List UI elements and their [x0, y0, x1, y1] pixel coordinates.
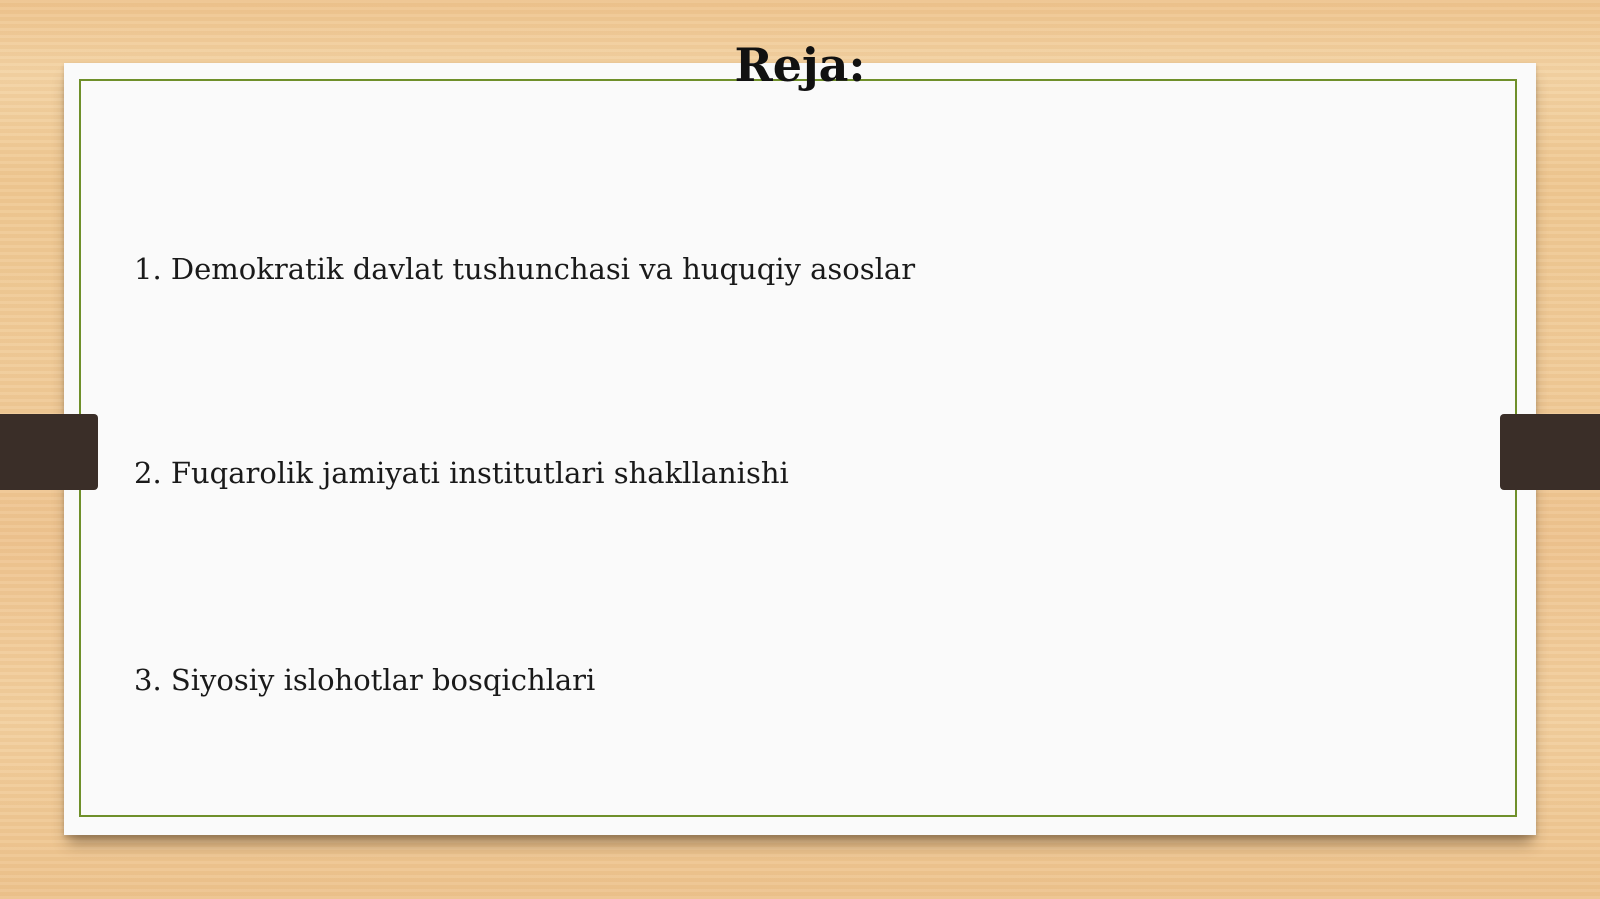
slide-frame-border	[79, 79, 1517, 817]
plan-item-1: 1. Demokratik davlat tushunchasi va huquqiy asoslar	[134, 252, 916, 286]
plan-item-3: 3. Siyosiy islohotlar bosqichlari	[134, 663, 596, 697]
slide-card	[64, 63, 1536, 835]
plan-item-2: 2. Fuqarolik jamiyati institutlari shakllanishi	[134, 456, 789, 490]
right-binder-clip	[1500, 414, 1600, 490]
left-binder-clip	[0, 414, 98, 490]
slide-title: Reja:	[734, 38, 866, 92]
